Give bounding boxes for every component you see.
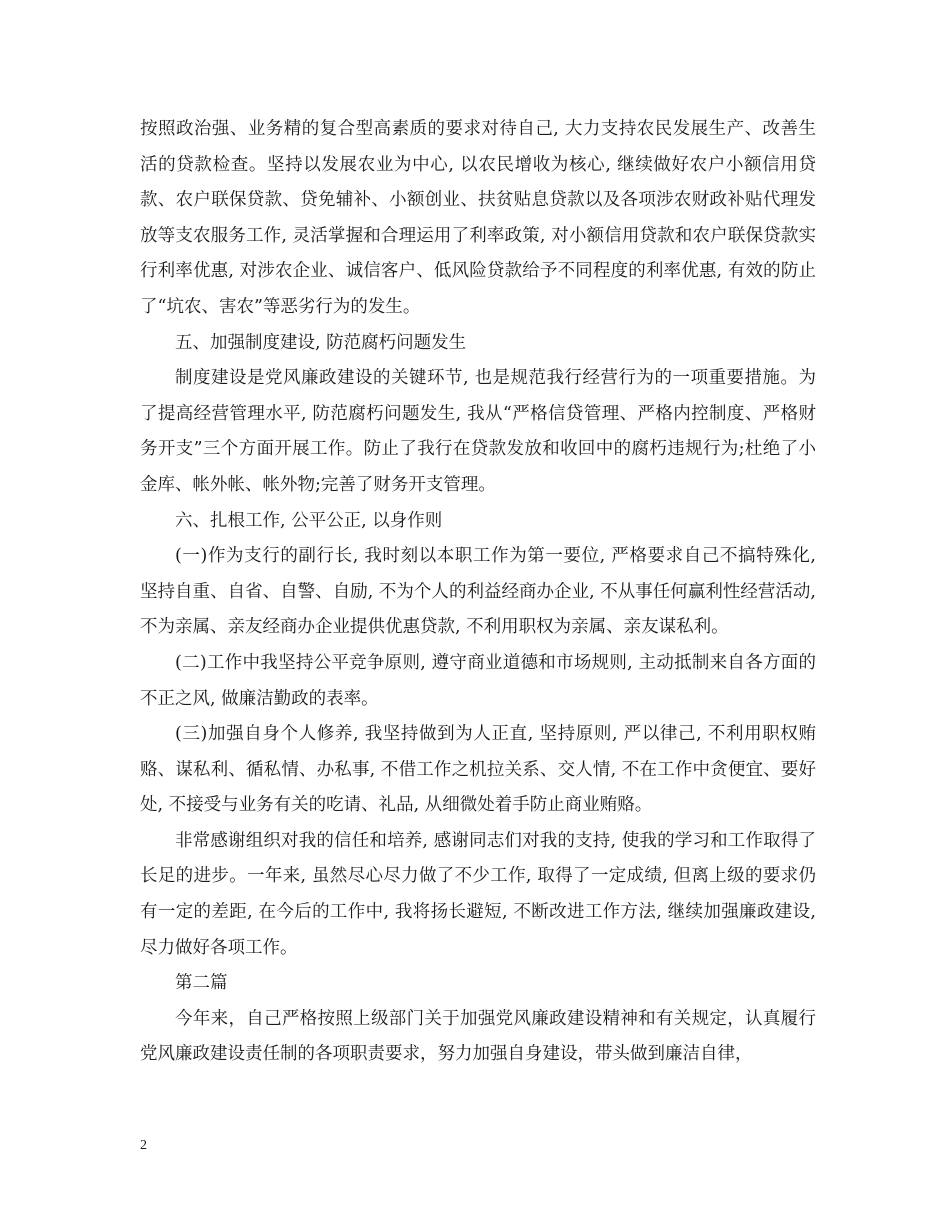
paragraph-1: 按照政治强、业务精的复合型高素质的要求对待自己, 大力支持农民发展生产、改善生活的贷款检查。坚持以发展农业为中心, 以农民增收为核心, 继续做好农户小额信用贷款、农户联保贷款、贷免辅补、小额创业、扶贫贴息贷款以及各项涉农财政补贴代理发放等支农服务工作, 灵活掌握和合理运用了利率政策, 对小额信用贷款和农户联保贷款实行利率优惠, 对涉农企业、诚信客户、低风险贷款给予不同程度的利率优惠, 有效的防止了“坑农、害农”等恶劣行为的发生。 xyxy=(140,119,816,317)
paragraph-2: 制度建设是党风廉政建设的关键环节, 也是规范我行经营行为的一项重要措施。为了提高经营管理水平, 防范腐朽问题发生, 我从“严格信贷管理、严格内控制度、严格财务开支”三个方面开展工作。防止了我行在贷款发放和收回中的腐朽违规行为;杜绝了小金库、帐外帐、帐外物;完善了财务开支管理。 xyxy=(140,368,816,495)
part-heading-2: 第二篇 xyxy=(175,973,228,994)
document-body xyxy=(140,112,816,1073)
paragraph-5: (三)加强自身个人修养, 我坚持做到为人正直, 坚持原则, 严以律己, 不利用职权贿赂、谋私利、循私情、办私事, 不借工作之机拉关系、交人情, 不在工作中贪便宜、要好处, 不接受与业务有关的吃请、礼品, 从细微处着手防止商业贿赂。 xyxy=(140,724,816,816)
section-heading-5: 五、加强制度建设, 防范腐朽问题发生 xyxy=(175,332,467,353)
paragraph-7: 今年来，自己严格按照上级部门关于加强党风廉政建设精神和有关规定，认真履行党风廉政建设责任制的各项职责要求，努力加强自身建设，带头做到廉洁自律， xyxy=(140,1008,816,1065)
section-heading-6: 六、扎根工作, 公平公正, 以身作则 xyxy=(175,510,443,531)
paragraph-4: (二)工作中我坚持公平竞争原则, 遵守商业道德和市场规则, 主动抵制来自各方面的不正之风, 做廉洁勤政的表率。 xyxy=(140,652,816,709)
paragraph-3: (一)作为支行的副行长, 我时刻以本职工作为第一要位, 严格要求自己不搞特殊化, 坚持自重、自省、自警、自励, 不为个人的利益经商办企业, 不从事任何赢利性经营活动, 不为亲属、亲友经商办企业提供优惠贷款, 不利用职权为亲属、亲友谋私利。 xyxy=(140,546,816,638)
paragraph-6: 非常感谢组织对我的信任和培养, 感谢同志们对我的支持, 使我的学习和工作取得了长足的进步。一年来, 虽然尽心尽力做了不少工作, 取得了一定成绩, 但离上级的要求仍有一定的差距, 在今后的工作中, 我将扬长避短, 不断改进工作方法, 继续加强廉政建设, 尽力做好各项工作。 xyxy=(140,830,816,958)
page-number: 2 xyxy=(140,1138,147,1153)
